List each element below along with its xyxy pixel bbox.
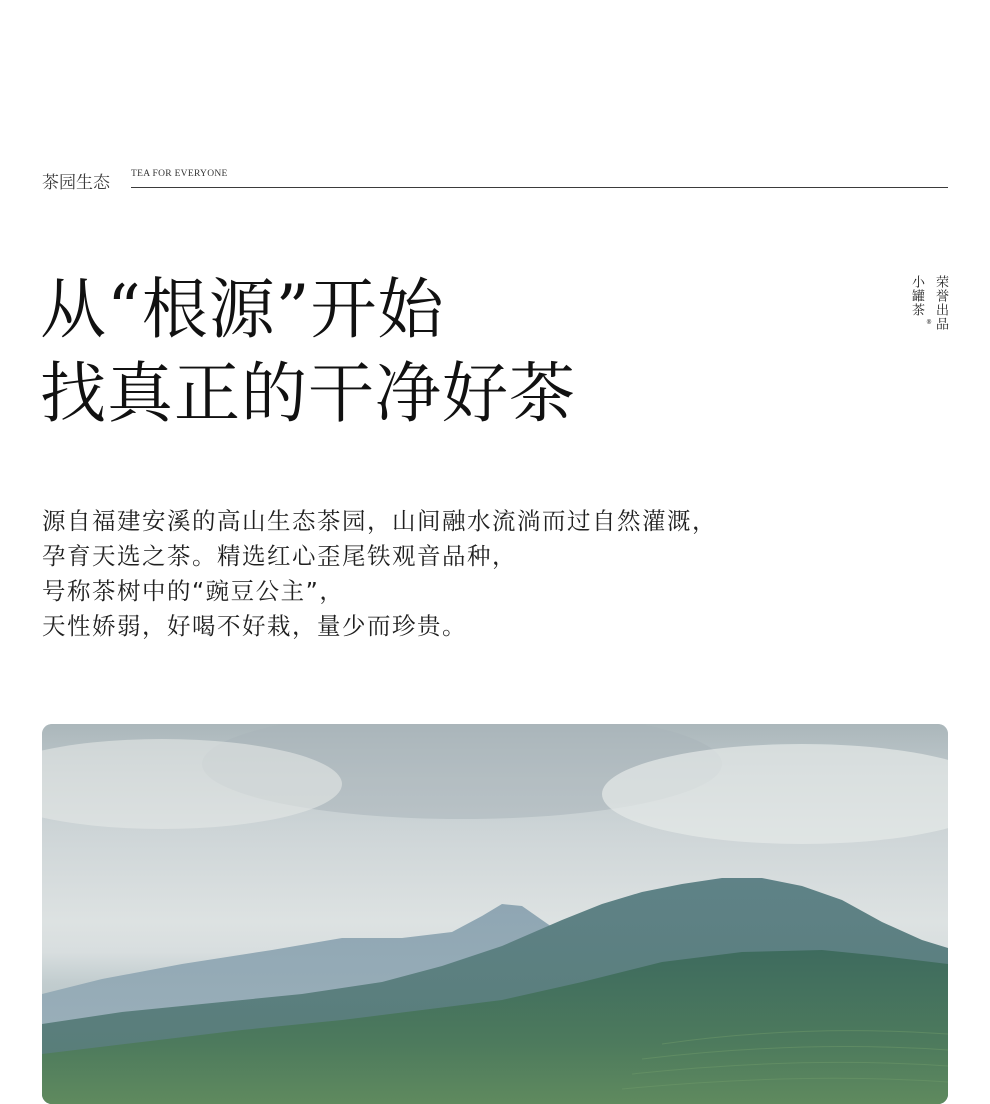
intro-line: 天性娇弱，好喝不好栽，量少而珍贵。 xyxy=(42,612,467,640)
brand-logo xyxy=(906,275,948,347)
intro-line: 源自福建安溪的高山生态茶园，山间融水流淌而过自然灌溉， xyxy=(42,507,717,535)
intro-line: 号称茶树中的“豌豆公主”， xyxy=(42,577,345,605)
intro-line: 孕育天选之茶。精选红心歪尾铁观音品种， xyxy=(42,542,517,570)
headline-line-1: 从“根源”开始 xyxy=(40,271,445,348)
section-header xyxy=(42,166,948,193)
mountain-landscape-illustration xyxy=(42,724,948,1104)
brand-honor-text: 荣誉出品 xyxy=(933,275,948,331)
section-divider xyxy=(131,187,948,188)
section-subtitle: TEA FOR EVERYONE xyxy=(131,169,228,179)
brand-name-text: 小罐茶 xyxy=(909,275,924,317)
section-title: 茶园生态 xyxy=(42,173,110,193)
registered-mark-icon: ® xyxy=(926,319,932,326)
intro-paragraph xyxy=(42,504,942,644)
headline xyxy=(40,268,760,436)
mountain-tea-garden-photo xyxy=(42,724,948,1104)
headline-line-2: 找真正的干净好茶 xyxy=(40,355,576,432)
